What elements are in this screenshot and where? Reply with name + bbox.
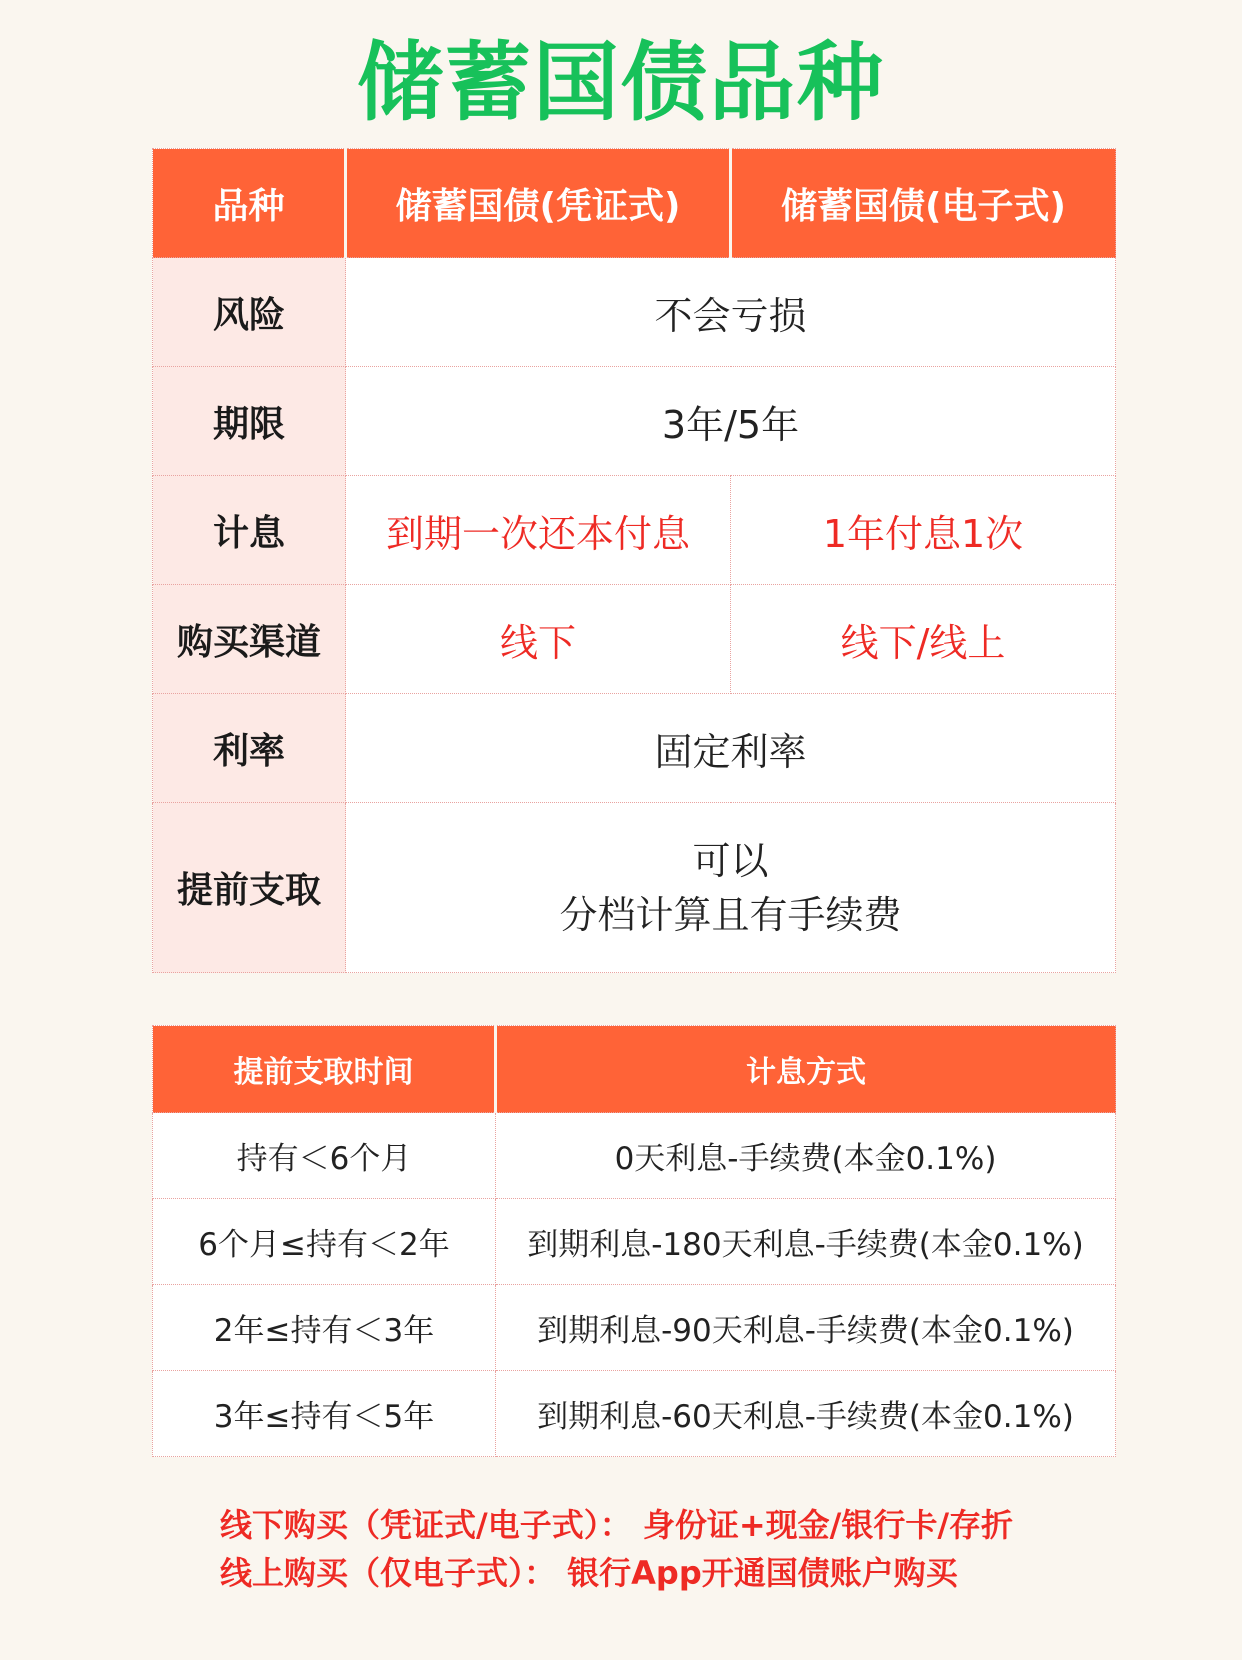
row-label-risk: 风险 — [153, 258, 346, 367]
table-row — [153, 1113, 1116, 1199]
interest-method-cell: 0天利息-手续费(本金0.1%) — [496, 1113, 1116, 1199]
interest-method-cell: 到期利息-60天利息-手续费(本金0.1%) — [496, 1371, 1116, 1457]
header-type: 品种 — [153, 149, 346, 258]
offline-purchase-note: 线下购买（凭证式/电子式）： 身份证+现金/银行卡/存折 — [220, 1506, 1014, 1544]
interest-voucher-value: 到期一次还本付息 — [346, 476, 731, 585]
table-row — [153, 1285, 1116, 1371]
header-interest-method: 计息方式 — [496, 1026, 1116, 1113]
row-label-term: 期限 — [153, 367, 346, 476]
early-withdrawal-table — [152, 1025, 1116, 1457]
rate-value: 固定利率 — [346, 694, 1116, 803]
interest-method-cell: 到期利息-180天利息-手续费(本金0.1%) — [496, 1199, 1116, 1285]
table-row-interest — [153, 476, 1116, 585]
withdrawal-time-cell: 2年≤持有＜3年 — [153, 1285, 496, 1371]
header-withdrawal-time: 提前支取时间 — [153, 1026, 496, 1113]
table-row-rate — [153, 694, 1116, 803]
bond-types-table — [152, 148, 1116, 973]
page-title: 储蓄国债品种 — [357, 33, 885, 133]
row-label-early-withdrawal: 提前支取 — [153, 803, 346, 973]
interest-method-cell: 到期利息-90天利息-手续费(本金0.1%) — [496, 1285, 1116, 1371]
withdrawal-time-cell: 持有＜6个月 — [153, 1113, 496, 1199]
table-header-row — [153, 149, 1116, 258]
risk-value: 不会亏损 — [346, 258, 1116, 367]
row-label-channel: 购买渠道 — [153, 585, 346, 694]
row-label-interest: 计息 — [153, 476, 346, 585]
early-withdrawal-line1: 可以 — [692, 838, 769, 883]
table-row-risk — [153, 258, 1116, 367]
online-purchase-note: 线上购买（仅电子式）： 银行App开通国债账户购买 — [220, 1554, 958, 1592]
table-row-term — [153, 367, 1116, 476]
header-voucher-bond: 储蓄国债(凭证式) — [346, 149, 731, 258]
table-header-row — [153, 1026, 1116, 1113]
header-electronic-bond: 储蓄国债(电子式) — [731, 149, 1116, 258]
table-row — [153, 1199, 1116, 1285]
early-withdrawal-value — [346, 803, 1116, 973]
withdrawal-time-cell: 6个月≤持有＜2年 — [153, 1199, 496, 1285]
row-label-rate: 利率 — [153, 694, 346, 803]
channel-voucher-value: 线下 — [346, 585, 731, 694]
table-row-early-withdrawal — [153, 803, 1116, 973]
table-row-channel — [153, 585, 1116, 694]
early-withdrawal-line2: 分档计算且有手续费 — [559, 892, 902, 937]
term-value: 3年/5年 — [346, 367, 1116, 476]
interest-electronic-value: 1年付息1次 — [731, 476, 1116, 585]
withdrawal-time-cell: 3年≤持有＜5年 — [153, 1371, 496, 1457]
channel-electronic-value: 线下/线上 — [731, 585, 1116, 694]
table-row — [153, 1371, 1116, 1457]
